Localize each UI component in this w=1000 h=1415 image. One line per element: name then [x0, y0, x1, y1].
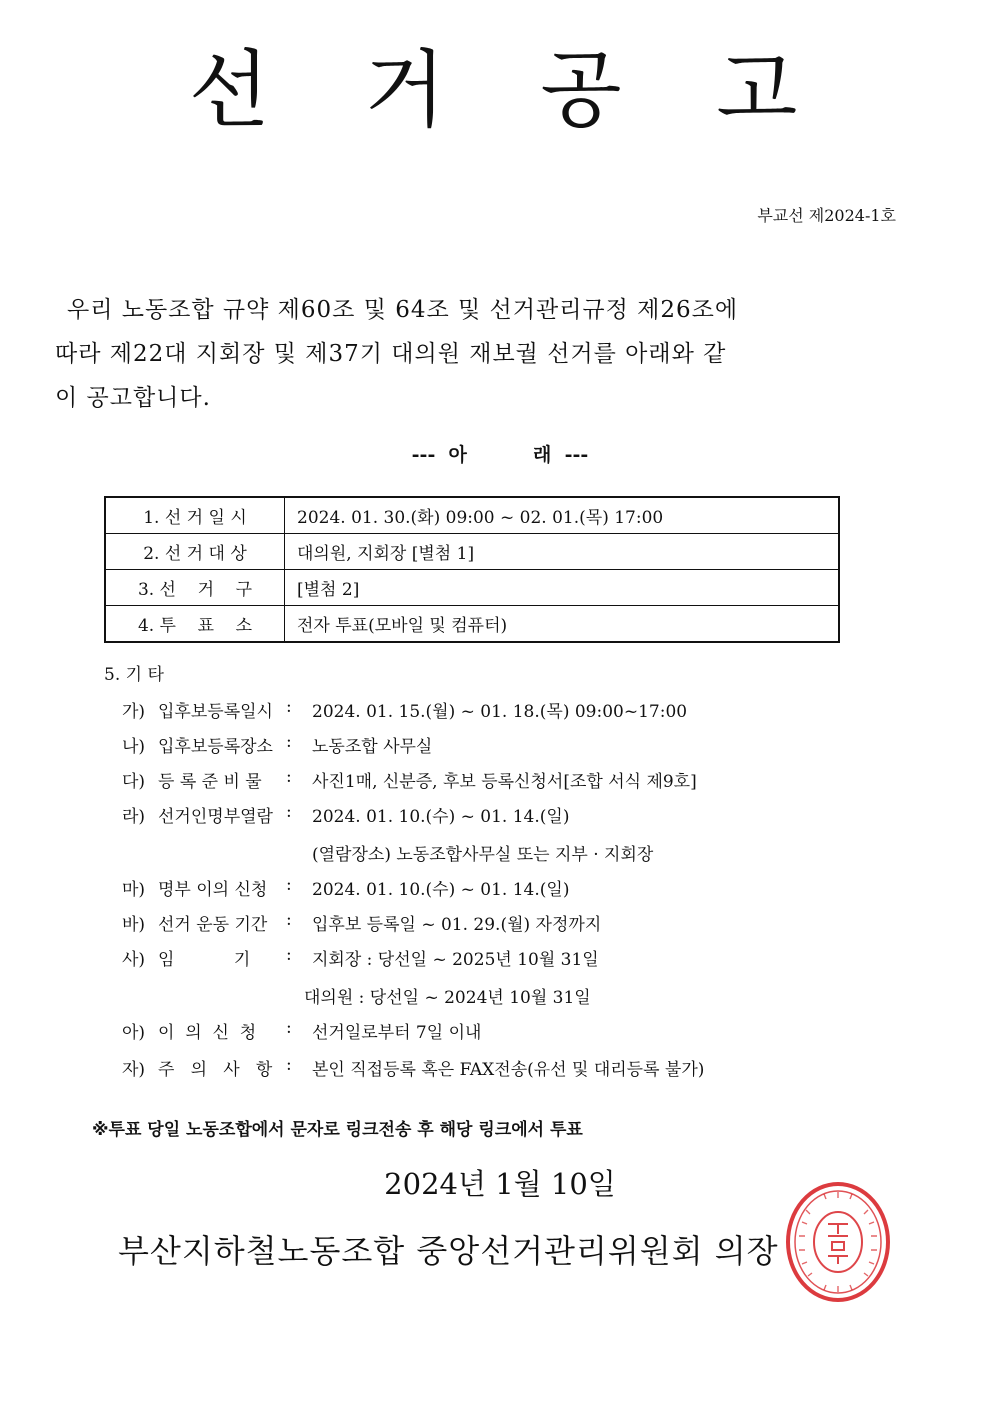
item-label: 이 의 신 청 — [158, 1023, 257, 1043]
table-row — [105, 534, 839, 570]
election-info-table — [104, 496, 840, 643]
item-value: 2024. 01. 10.(수) ~ 01. 14.(일) — [312, 880, 570, 900]
list-item — [122, 732, 432, 757]
row-label: 1. 선 거 일 시 — [105, 497, 285, 534]
item-value: 입후보 등록일 ~ 01. 29.(월) 자정까지 — [312, 915, 602, 935]
item-colon: : — [286, 802, 292, 822]
list-item — [122, 875, 569, 900]
row-label: 2. 선 거 대 상 — [105, 534, 285, 570]
item-colon: : — [286, 910, 292, 930]
intro-line-1: 우리 노동조합 규약 제60조 및 64조 및 선거관리규정 제26조에 — [67, 297, 739, 323]
list-item — [122, 802, 569, 827]
item-value: 2024. 01. 15.(월) ~ 01. 18.(목) 09:00~17:00 — [312, 702, 688, 722]
section-5-heading: 5. 기 타 — [104, 665, 164, 685]
item-continuation: (열람장소) 노동조합사무실 또는 지부 · 지회장 — [312, 845, 654, 865]
list-item — [122, 910, 601, 935]
table-row — [105, 497, 839, 534]
item-key: 아) — [122, 1023, 146, 1043]
item-key: 자) — [122, 1060, 146, 1080]
table-row — [105, 570, 839, 606]
row-value: 2024. 01. 30.(화) 09:00 ~ 02. 01.(목) 17:00 — [285, 497, 840, 534]
item-key: 바) — [122, 915, 146, 935]
item-colon: : — [286, 732, 292, 752]
row-label: 4. 투 표 소 — [105, 606, 285, 643]
item-label: 주 의 사 항 — [158, 1060, 273, 1080]
list-item — [122, 767, 697, 792]
row-value: 전자 투표(모바일 및 컴퓨터) — [285, 606, 840, 643]
item-colon: : — [286, 1018, 292, 1038]
document-number: 부교선 제2024-1호 — [757, 206, 896, 225]
item-colon: : — [286, 875, 292, 895]
item-key: 가) — [122, 702, 146, 722]
item-value: 지회장 : 당선일 ~ 2025년 10월 31일 — [312, 950, 599, 970]
item-label: 입후보등록장소 — [158, 737, 273, 757]
item-colon: : — [286, 1055, 292, 1075]
table-row — [105, 606, 839, 643]
item-continuation: 대의원 : 당선일 ~ 2024년 10월 31일 — [304, 988, 591, 1008]
intro-paragraph — [55, 288, 895, 420]
item-label: 임 기 — [158, 950, 251, 970]
item-key: 사) — [122, 950, 146, 970]
item-key: 다) — [122, 772, 146, 792]
item-label: 선거 운동 기간 — [158, 915, 268, 935]
intro-line-3: 이 공고합니다. — [55, 385, 211, 411]
page-title: 선 거 공 고 — [188, 41, 832, 139]
signature-line: 부산지하철노동조합 중앙선거관리위원회 의장 — [118, 1232, 779, 1270]
item-label: 입후보등록일시 — [158, 702, 273, 722]
item-colon: : — [286, 945, 292, 965]
row-value: [별첨 2] — [285, 570, 840, 606]
official-seal-icon — [784, 1180, 892, 1304]
item-key: 라) — [122, 807, 146, 827]
intro-line-2: 따라 제22대 지회장 및 제37기 대의원 재보궐 선거를 아래와 같 — [55, 341, 727, 367]
item-key: 마) — [122, 880, 146, 900]
row-label: 3. 선 거 구 — [105, 570, 285, 606]
item-label: 등 록 준 비 물 — [158, 772, 262, 792]
item-value: 노동조합 사무실 — [312, 737, 433, 757]
item-colon: : — [286, 767, 292, 787]
item-value: 본인 직접등록 혹은 FAX전송(유선 및 대리등록 불가) — [312, 1060, 705, 1080]
list-item — [122, 945, 599, 970]
row-value: 대의원, 지회장 [별첨 1] — [285, 534, 840, 570]
issue-date: 2024년 1월 10일 — [384, 1167, 616, 1201]
item-label: 명부 이의 신청 — [158, 880, 268, 900]
item-value: 2024. 01. 10.(수) ~ 01. 14.(일) — [312, 807, 570, 827]
list-item — [122, 697, 687, 722]
below-heading: --- 아 래 --- — [411, 444, 589, 466]
item-value: 사진1매, 신분증, 후보 등록신청서[조합 서식 제9호] — [312, 772, 697, 792]
item-label: 선거인명부열람 — [158, 807, 273, 827]
item-key: 나) — [122, 737, 146, 757]
list-item — [122, 1055, 704, 1080]
item-colon: : — [286, 697, 292, 717]
voting-notice: ※투표 당일 노동조합에서 문자로 링크전송 후 해당 링크에서 투표 — [92, 1120, 583, 1140]
list-item — [122, 1018, 481, 1043]
item-value: 선거일로부터 7일 이내 — [312, 1023, 482, 1043]
